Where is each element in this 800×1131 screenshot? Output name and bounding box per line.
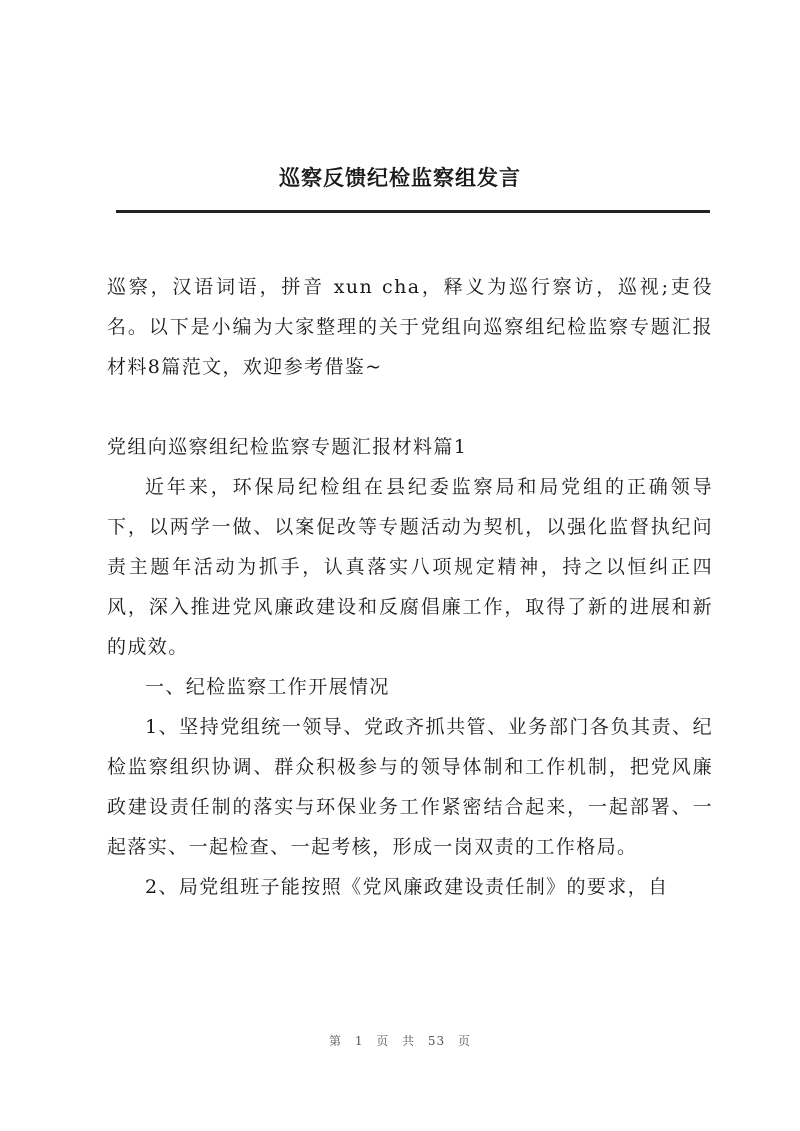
section-heading: 党组向巡察组纪检监察专题汇报材料篇1 [107,436,468,458]
subheading-work-status: 一、纪检监察工作开展情况 [145,676,390,698]
document-body [107,267,713,907]
intro-paragraph: 巡察，汉语词语，拼音 xun cha，释义为巡行察访，巡视;吏役名。以下是小编为大家整理的关于党组向巡察组纪检监察专题汇报材料8篇范文，欢迎参考借鉴~ [107,276,713,378]
paragraph-spacer [107,387,713,427]
page-number-footer: 第 1 页 共 53 页 [329,1034,471,1048]
list-item-1: 1、坚持党组统一领导、党政齐抓共管、业务部门各负其责、纪检监察组织协调、群众积极参与的领导体制和工作机制，把党风廉政建设责任制的落实与环保业务工作紧密结合起来，一起部署、一起落实、一起检查、一起考核，形成一岗双责的工作格局。 [107,716,713,858]
title-divider [116,210,710,213]
page-title: 巡察反馈纪检监察组发言 [279,165,521,190]
body-paragraph-1: 近年来，环保局纪检组在县纪委监察局和局党组的正确领导下，以两学一做、以案促改等专题活动为契机，以强化监督执纪问责主题年活动为抓手，认真落实八项规定精神，持之以恒纠正四风，深入推进党风廉政建设和反腐倡廉工作，取得了新的进展和新的成效。 [107,476,713,658]
list-item-2: 2、局党组班子能按照《党风廉政建设责任制》的要求，自 [145,876,669,898]
